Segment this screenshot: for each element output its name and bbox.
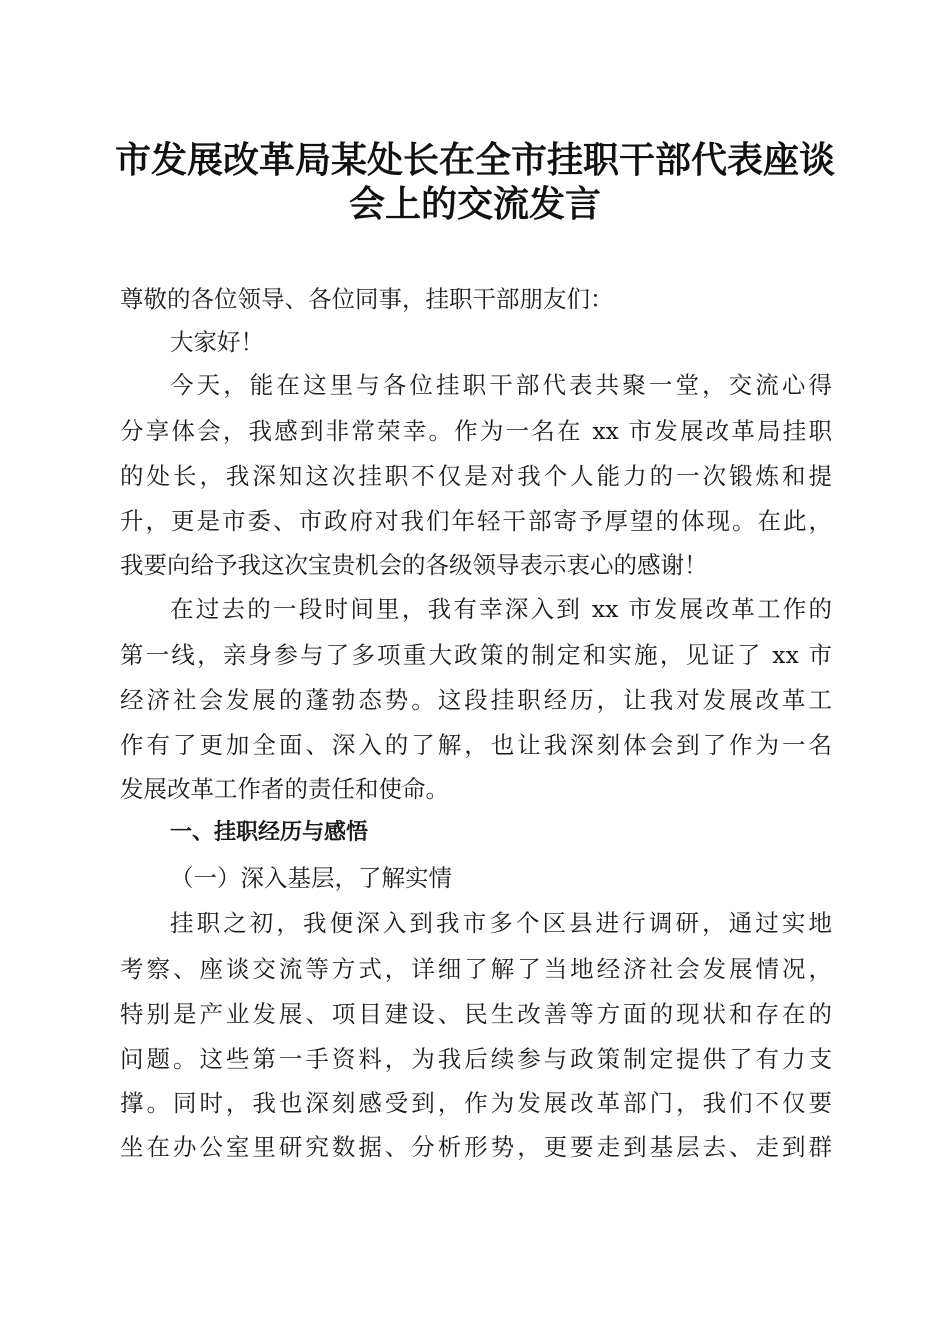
- paragraph-2-line: 在过去的一段时间里，我有幸深入到 xx 市发展改革工作的: [170, 595, 832, 623]
- paragraph-2-line: 第一线，亲身参与了多项重大政策的制定和实施，见证了 xx 市: [120, 641, 832, 669]
- paragraph-3-line: 撑。同时，我也深刻感受到，作为发展改革部门，我们不仅要: [120, 1089, 832, 1117]
- paragraph-2-line: 发展改革工作者的责任和使命。: [120, 775, 449, 803]
- section-heading-2: （一）深入基层，了解实情: [170, 864, 452, 892]
- paragraph-1-line: 升，更是市委、市政府对我们年轻干部寄予厚望的体现。在此，: [120, 507, 832, 535]
- paragraph-1-line: 今天，能在这里与各位挂职干部代表共聚一堂，交流心得: [170, 371, 832, 399]
- document-title-line-1: 市发展改革局某处长在全市挂职干部代表座谈: [114, 139, 835, 181]
- section-heading-1: 一、挂职经历与感悟: [170, 820, 369, 845]
- greeting: 大家好！: [170, 328, 264, 356]
- paragraph-3-line: 特别是产业发展、项目建设、民生改善等方面的现状和存在的: [120, 1000, 832, 1028]
- paragraph-3-line: 考察、座谈交流等方式，详细了解了当地经济社会发展情况，: [120, 955, 832, 983]
- paragraph-1-line: 分享体会，我感到非常荣幸。作为一名在 xx 市发展改革局挂职: [120, 417, 832, 445]
- salutation: 尊敬的各位领导、各位同事，挂职干部朋友们：: [120, 285, 614, 313]
- paragraph-3-line: 问题。这些第一手资料，为我后续参与政策制定提供了有力支: [120, 1045, 832, 1073]
- paragraph-1-line: 我要向给予我这次宝贵机会的各级领导表示衷心的感谢！: [120, 551, 708, 579]
- paragraph-2-line: 经济社会发展的蓬勃态势。这段挂职经历，让我对发展改革工: [120, 686, 832, 714]
- paragraph-3-line: 挂职之初，我便深入到我市多个区县进行调研，通过实地: [170, 909, 832, 937]
- paragraph-3-line: 坐在办公室里研究数据、分析形势，更要走到基层去、走到群: [120, 1133, 832, 1161]
- document-title-line-2: 会上的交流发言: [348, 183, 601, 225]
- paragraph-2-line: 作有了更加全面、深入的了解，也让我深刻体会到了作为一名: [120, 731, 832, 759]
- paragraph-1-line: 的处长，我深知这次挂职不仅是对我个人能力的一次锻炼和提: [120, 462, 832, 490]
